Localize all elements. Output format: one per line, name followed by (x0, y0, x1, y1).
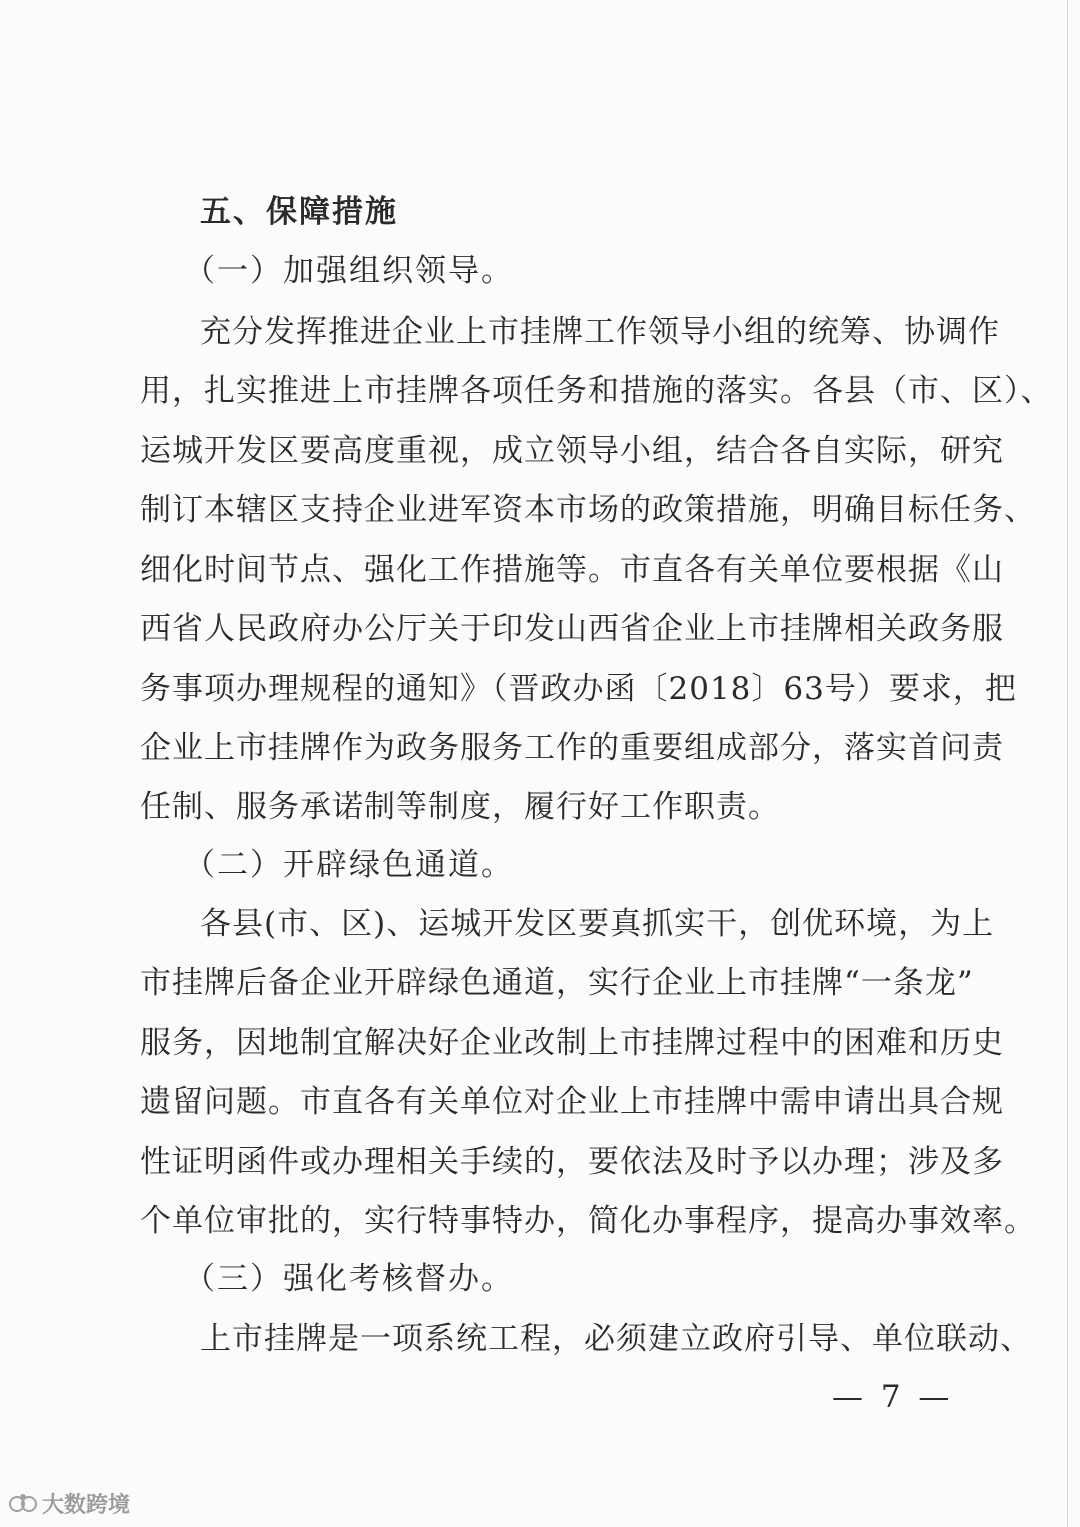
watermark (8, 1488, 130, 1519)
paragraph-line: 服务，因地制宜解决好企业改制上市挂牌过程中的困难和历史 (140, 1025, 1004, 1061)
paragraph-line: 西省人民政府办公厅关于印发山西省企业上市挂牌相关政务服 (140, 611, 1004, 647)
page-edge-line (1067, 0, 1068, 1527)
section-heading: 五、保障措施 (200, 194, 398, 230)
paragraph-line: 企业上市挂牌作为政务服务工作的重要组成部分，落实首问责 (140, 730, 1004, 766)
paragraph-line: 细化时间节点、强化工作措施等。市直各有关单位要根据《山 (140, 552, 1004, 588)
watermark-text: 大数跨境 (42, 1493, 131, 1518)
paragraph-line: 个单位审批的，实行特事特办，简化办事程序，提高办事效率。 (140, 1203, 1036, 1239)
watermark-logo-icon (8, 1491, 38, 1517)
paragraph-line: 务事项办理规程的通知》（晋政办函〔2018〕63号）要求，把 (140, 671, 1017, 707)
paragraph-line: 任制、服务承诺制等制度，履行好工作职责。 (140, 789, 780, 825)
page-number: — 7 — (832, 1379, 954, 1415)
paragraph-line: 制订本辖区支持企业进军资本市场的政策措施，明确目标任务、 (140, 492, 1036, 528)
paragraph-line: 用，扎实推进上市挂牌各项任务和措施的落实。各县（市、区）、 (140, 373, 1053, 409)
paragraph-line: 遗留问题。市直各有关单位对企业上市挂牌中需申请出具合规 (140, 1084, 1004, 1120)
paragraph-line: 性证明函件或办理相关手续的，要依法及时予以办理；涉及多 (140, 1144, 1004, 1180)
paragraph-line: 各县(市、区)、运城开发区要真抓实干，创优环境，为上 (200, 906, 995, 942)
paragraph-line: 市挂牌后备企业开辟绿色通道，实行企业上市挂牌“一条龙” (140, 965, 974, 1001)
subsection-title-3: （三）强化考核督办。 (184, 1261, 514, 1297)
paragraph-line: 充分发挥推进企业上市挂牌工作领导小组的统筹、协调作 (200, 314, 1000, 350)
paragraph-line: 运城开发区要高度重视，成立领导小组，结合各自实际，研究 (140, 433, 1004, 469)
subsection-title-2: （二）开辟绿色通道。 (184, 847, 514, 883)
subsection-title-1: （一）加强组织领导。 (184, 253, 514, 289)
paragraph-line: 上市挂牌是一项系统工程，必须建立政府引导、单位联动、 (200, 1321, 1032, 1357)
